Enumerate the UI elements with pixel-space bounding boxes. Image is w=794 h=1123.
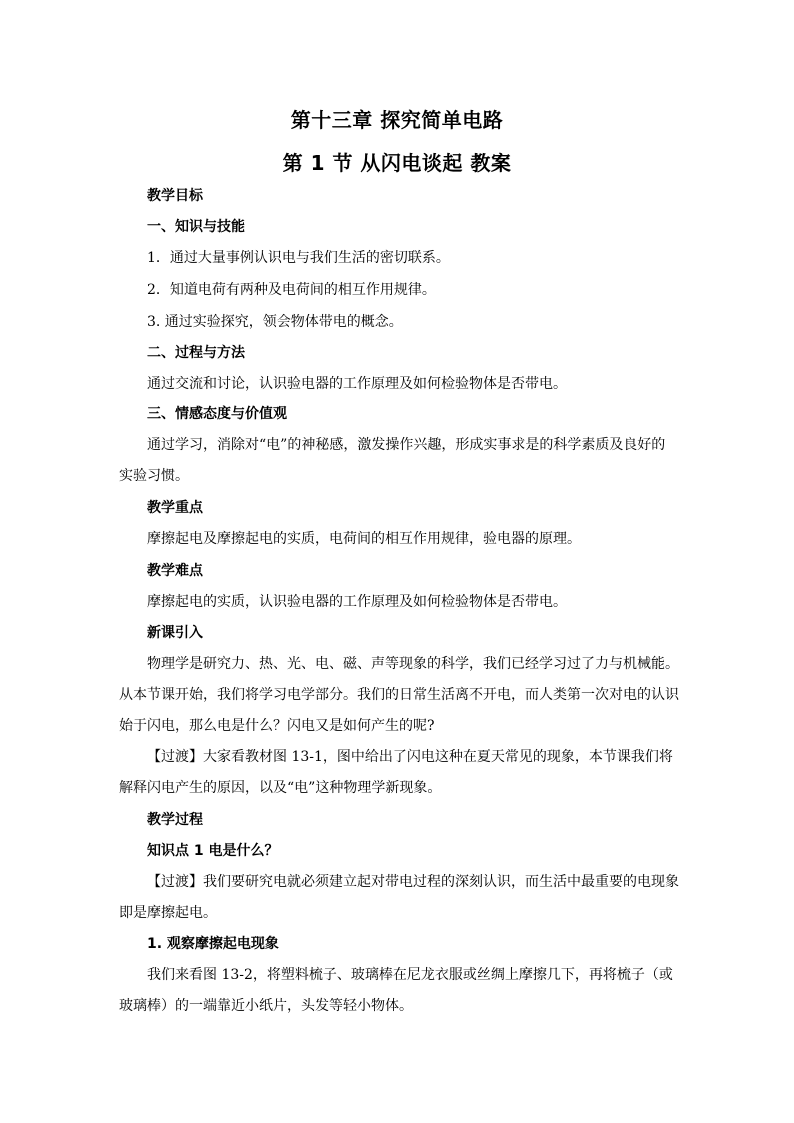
process-method-text: 通过交流和讨论，认识验电器的工作原理及如何检验物体是否带电。	[147, 376, 567, 392]
observe-line-1: 我们来看图 13-2，将塑料梳子、玻璃棒在尼龙衣服或丝绸上摩擦几下，再将梳子（或	[147, 967, 673, 983]
key-points-heading: 教学重点	[147, 500, 203, 516]
intro-line-1: 物理学是研究力、热、光、电、磁、声等现象的科学，我们已经学习过了力与机械能。	[147, 656, 679, 672]
transition-1-line-2: 解释闪电产生的原因，以及“电”这种物理学新现象。	[119, 780, 442, 796]
intro-line-3: 始于闪电，那么电是什么？闪电又是如何产生的呢?	[119, 718, 435, 734]
teaching-goals-heading: 教学目标	[147, 188, 203, 204]
difficulties-heading: 教学难点	[147, 563, 203, 579]
observe-friction-heading: 1. 观察摩擦起电现象	[147, 936, 279, 952]
knowledge-point-1-heading: 知识点 1 电是什么？	[147, 843, 279, 859]
chapter-title: 第十三章 探究简单电路	[290, 108, 504, 132]
observe-line-2: 玻璃棒）的一端靠近小纸片，头发等轻小物体。	[119, 998, 413, 1014]
intro-heading: 新课引入	[147, 625, 203, 641]
knowledge-item-1: 1．通过大量事例认识电与我们生活的密切联系。	[147, 250, 450, 266]
attitude-heading: 三、情感态度与价值观	[147, 406, 287, 422]
attitude-text-line-1: 通过学习，消除对“电”的神秘感，激发操作兴趣，形成实事求是的科学素质及良好的	[147, 437, 666, 453]
difficulties-text: 摩擦起电的实质，认识验电器的工作原理及如何检验物体是否带电。	[147, 594, 567, 610]
transition-1-line-1: 【过渡】大家看教材图 13-1，图中给出了闪电这种在夏天常见的现象，本节课我们将	[147, 749, 673, 765]
intro-line-2: 从本节课开始，我们将学习电学部分。我们的日常生活离不开电，而人类第一次对电的认识	[119, 687, 679, 703]
knowledge-item-3: 3. 通过实验探究，领会物体带电的概念。	[147, 314, 403, 330]
key-points-text: 摩擦起电及摩擦起电的实质，电荷间的相互作用规律，验电器的原理。	[147, 531, 581, 547]
transition-2-line-1: 【过渡】我们要研究电就必须建立起对带电过程的深刻认识，而生活中最重要的电现象	[147, 874, 679, 890]
knowledge-item-2: 2．知道电荷有两种及电荷间的相互作用规律。	[147, 282, 436, 298]
attitude-text-line-2: 实验习惯。	[119, 468, 189, 484]
transition-2-line-2: 即是摩擦起电。	[119, 905, 217, 921]
section-title: 第 1 节 从闪电谈起 教案	[282, 151, 512, 175]
knowledge-skills-heading: 一、知识与技能	[147, 219, 245, 235]
teaching-process-heading: 教学过程	[147, 812, 203, 828]
process-method-heading: 二、过程与方法	[147, 345, 245, 361]
